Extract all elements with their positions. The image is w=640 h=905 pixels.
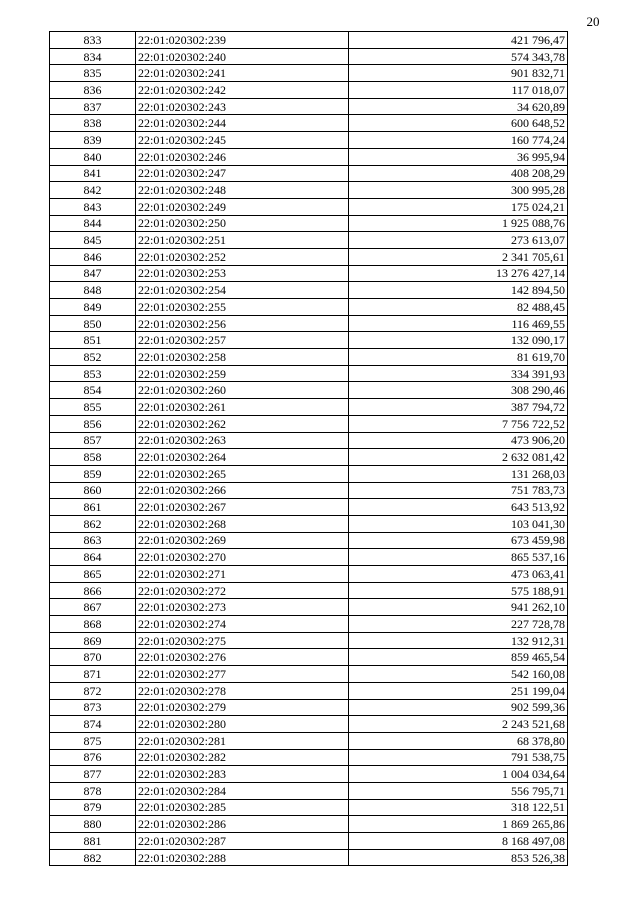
row-number-cell: 845 — [50, 232, 136, 249]
cadastral-value-cell: 68 378,80 — [349, 732, 568, 749]
row-number-cell: 853 — [50, 365, 136, 382]
cadastral-number-cell: 22:01:020302:256 — [136, 315, 349, 332]
table-row — [50, 482, 568, 499]
table-row — [50, 465, 568, 482]
cadastral-number-cell: 22:01:020302:244 — [136, 115, 349, 132]
cadastral-number-cell: 22:01:020302:246 — [136, 148, 349, 165]
table-row — [50, 649, 568, 666]
cadastral-number-cell: 22:01:020302:288 — [136, 849, 349, 866]
cadastral-value-cell: 421 796,47 — [349, 32, 568, 49]
table-row — [50, 399, 568, 416]
cadastral-value-cell: 251 199,04 — [349, 682, 568, 699]
row-number-cell: 851 — [50, 332, 136, 349]
table-row — [50, 749, 568, 766]
row-number-cell: 863 — [50, 532, 136, 549]
cadastral-number-cell: 22:01:020302:268 — [136, 515, 349, 532]
cadastral-number-cell: 22:01:020302:239 — [136, 32, 349, 49]
cadastral-number-cell: 22:01:020302:272 — [136, 582, 349, 599]
cadastral-value-cell: 334 391,93 — [349, 365, 568, 382]
row-number-cell: 855 — [50, 399, 136, 416]
cadastral-value-cell: 160 774,24 — [349, 132, 568, 149]
row-number-cell: 862 — [50, 515, 136, 532]
row-number-cell: 882 — [50, 849, 136, 866]
table-row — [50, 315, 568, 332]
cadastral-value-cell: 81 619,70 — [349, 349, 568, 366]
row-number-cell: 881 — [50, 833, 136, 850]
cadastral-value-cell: 902 599,36 — [349, 699, 568, 716]
row-number-cell: 870 — [50, 649, 136, 666]
table-row — [50, 599, 568, 616]
table-row — [50, 432, 568, 449]
row-number-cell: 879 — [50, 799, 136, 816]
table-row — [50, 566, 568, 583]
row-number-cell: 867 — [50, 599, 136, 616]
table-row — [50, 115, 568, 132]
table-row — [50, 682, 568, 699]
row-number-cell: 833 — [50, 32, 136, 49]
row-number-cell: 848 — [50, 282, 136, 299]
row-number-cell: 850 — [50, 315, 136, 332]
cadastral-number-cell: 22:01:020302:240 — [136, 48, 349, 65]
row-number-cell: 839 — [50, 132, 136, 149]
table-row — [50, 299, 568, 316]
cadastral-value-cell: 1 925 088,76 — [349, 215, 568, 232]
cadastral-number-cell: 22:01:020302:241 — [136, 65, 349, 82]
row-number-cell: 841 — [50, 165, 136, 182]
cadastral-value-cell: 273 613,07 — [349, 232, 568, 249]
cadastral-number-cell: 22:01:020302:249 — [136, 198, 349, 215]
row-number-cell: 875 — [50, 732, 136, 749]
cadastral-number-cell: 22:01:020302:250 — [136, 215, 349, 232]
row-number-cell: 861 — [50, 499, 136, 516]
cadastral-value-cell: 751 783,73 — [349, 482, 568, 499]
cadastral-number-cell: 22:01:020302:247 — [136, 165, 349, 182]
table-row — [50, 616, 568, 633]
cadastral-number-cell: 22:01:020302:284 — [136, 782, 349, 799]
row-number-cell: 872 — [50, 682, 136, 699]
row-number-cell: 844 — [50, 215, 136, 232]
cadastral-value-cell: 116 469,55 — [349, 315, 568, 332]
row-number-cell: 859 — [50, 465, 136, 482]
cadastral-number-cell: 22:01:020302:282 — [136, 749, 349, 766]
row-number-cell: 858 — [50, 449, 136, 466]
row-number-cell: 842 — [50, 182, 136, 199]
cadastral-number-cell: 22:01:020302:277 — [136, 666, 349, 683]
row-number-cell: 852 — [50, 349, 136, 366]
cadastral-value-cell: 227 728,78 — [349, 616, 568, 633]
cadastral-number-cell: 22:01:020302:269 — [136, 532, 349, 549]
cadastral-value-cell: 132 912,31 — [349, 632, 568, 649]
row-number-cell: 878 — [50, 782, 136, 799]
row-number-cell: 837 — [50, 98, 136, 115]
cadastral-number-cell: 22:01:020302:261 — [136, 399, 349, 416]
row-number-cell: 846 — [50, 248, 136, 265]
cadastral-value-cell: 575 188,91 — [349, 582, 568, 599]
row-number-cell: 836 — [50, 82, 136, 99]
table-row — [50, 282, 568, 299]
cadastral-value-cell: 2 341 705,61 — [349, 248, 568, 265]
table-row — [50, 766, 568, 783]
row-number-cell: 871 — [50, 666, 136, 683]
cadastral-number-cell: 22:01:020302:280 — [136, 716, 349, 733]
table-row — [50, 816, 568, 833]
table-row — [50, 349, 568, 366]
cadastral-number-cell: 22:01:020302:254 — [136, 282, 349, 299]
cadastral-number-cell: 22:01:020302:283 — [136, 766, 349, 783]
row-number-cell: 849 — [50, 299, 136, 316]
cadastral-value-cell: 643 513,92 — [349, 499, 568, 516]
cadastral-number-cell: 22:01:020302:262 — [136, 415, 349, 432]
cadastral-value-cell: 574 343,78 — [349, 48, 568, 65]
cadastral-number-cell: 22:01:020302:252 — [136, 248, 349, 265]
row-number-cell: 847 — [50, 265, 136, 282]
row-number-cell: 874 — [50, 716, 136, 733]
cadastral-number-cell: 22:01:020302:287 — [136, 833, 349, 850]
table-row — [50, 532, 568, 549]
row-number-cell: 835 — [50, 65, 136, 82]
cadastral-number-cell: 22:01:020302:243 — [136, 98, 349, 115]
table-row — [50, 165, 568, 182]
cadastral-number-cell: 22:01:020302:264 — [136, 449, 349, 466]
cadastral-value-cell: 941 262,10 — [349, 599, 568, 616]
table-body — [50, 32, 568, 866]
cadastral-number-cell: 22:01:020302:257 — [136, 332, 349, 349]
cadastral-value-cell: 473 906,20 — [349, 432, 568, 449]
cadastral-value-cell: 103 041,30 — [349, 515, 568, 532]
row-number-cell: 864 — [50, 549, 136, 566]
table-row — [50, 415, 568, 432]
row-number-cell: 868 — [50, 616, 136, 633]
cadastral-value-cell: 556 795,71 — [349, 782, 568, 799]
cadastral-number-cell: 22:01:020302:263 — [136, 432, 349, 449]
cadastral-value-cell: 673 459,98 — [349, 532, 568, 549]
table-row — [50, 198, 568, 215]
cadastral-value-cell: 8 168 497,08 — [349, 833, 568, 850]
cadastral-number-cell: 22:01:020302:278 — [136, 682, 349, 699]
cadastral-number-cell: 22:01:020302:251 — [136, 232, 349, 249]
cadastral-number-cell: 22:01:020302:260 — [136, 382, 349, 399]
table-row — [50, 215, 568, 232]
table-row — [50, 248, 568, 265]
table-row — [50, 365, 568, 382]
table-row — [50, 98, 568, 115]
table-row — [50, 82, 568, 99]
table-row — [50, 32, 568, 49]
cadastral-value-cell: 2 243 521,68 — [349, 716, 568, 733]
table-row — [50, 732, 568, 749]
cadastral-number-cell: 22:01:020302:273 — [136, 599, 349, 616]
cadastral-value-cell: 1 004 034,64 — [349, 766, 568, 783]
cadastral-value-cell: 387 794,72 — [349, 399, 568, 416]
cadastral-value-cell: 1 869 265,86 — [349, 816, 568, 833]
table-row — [50, 499, 568, 516]
row-number-cell: 857 — [50, 432, 136, 449]
row-number-cell: 843 — [50, 198, 136, 215]
row-number-cell: 854 — [50, 382, 136, 399]
table-row — [50, 799, 568, 816]
row-number-cell: 877 — [50, 766, 136, 783]
cadastral-number-cell: 22:01:020302:259 — [136, 365, 349, 382]
cadastral-number-cell: 22:01:020302:274 — [136, 616, 349, 633]
cadastral-value-cell: 542 160,08 — [349, 666, 568, 683]
cadastral-value-cell: 853 526,38 — [349, 849, 568, 866]
table-row — [50, 699, 568, 716]
page-number: 20 — [586, 14, 600, 29]
cadastral-number-cell: 22:01:020302:253 — [136, 265, 349, 282]
table-row — [50, 65, 568, 82]
cadastral-number-cell: 22:01:020302:245 — [136, 132, 349, 149]
table-row — [50, 232, 568, 249]
table-row — [50, 632, 568, 649]
cadastral-value-cell: 859 465,54 — [349, 649, 568, 666]
row-number-cell: 834 — [50, 48, 136, 65]
cadastral-number-cell: 22:01:020302:255 — [136, 299, 349, 316]
cadastral-number-cell: 22:01:020302:281 — [136, 732, 349, 749]
cadastral-value-cell: 473 063,41 — [349, 566, 568, 583]
table-row — [50, 182, 568, 199]
cadastral-value-cell: 901 832,71 — [349, 65, 568, 82]
cadastral-value-cell: 791 538,75 — [349, 749, 568, 766]
cadastral-value-cell: 7 756 722,52 — [349, 415, 568, 432]
cadastral-number-cell: 22:01:020302:270 — [136, 549, 349, 566]
row-number-cell: 840 — [50, 148, 136, 165]
row-number-cell: 880 — [50, 816, 136, 833]
table-row — [50, 666, 568, 683]
cadastral-value-cell: 13 276 427,14 — [349, 265, 568, 282]
table-row — [50, 265, 568, 282]
table-row — [50, 549, 568, 566]
table-row — [50, 132, 568, 149]
cadastral-number-cell: 22:01:020302:279 — [136, 699, 349, 716]
table-row — [50, 148, 568, 165]
cadastral-value-cell: 142 894,50 — [349, 282, 568, 299]
cadastral-value-cell: 318 122,51 — [349, 799, 568, 816]
row-number-cell: 860 — [50, 482, 136, 499]
table-row — [50, 849, 568, 866]
table-row — [50, 48, 568, 65]
cadastral-number-cell: 22:01:020302:275 — [136, 632, 349, 649]
cadastral-number-cell: 22:01:020302:267 — [136, 499, 349, 516]
table-row — [50, 833, 568, 850]
cadastral-value-cell: 131 268,03 — [349, 465, 568, 482]
cadastral-value-cell: 82 488,45 — [349, 299, 568, 316]
table-row — [50, 332, 568, 349]
row-number-cell: 876 — [50, 749, 136, 766]
cadastral-number-cell: 22:01:020302:286 — [136, 816, 349, 833]
table-row — [50, 449, 568, 466]
row-number-cell: 865 — [50, 566, 136, 583]
cadastral-number-cell: 22:01:020302:276 — [136, 649, 349, 666]
table-row — [50, 582, 568, 599]
row-number-cell: 856 — [50, 415, 136, 432]
row-number-cell: 873 — [50, 699, 136, 716]
table-row — [50, 382, 568, 399]
cadastral-value-table — [49, 31, 568, 866]
row-number-cell: 869 — [50, 632, 136, 649]
cadastral-value-cell: 865 537,16 — [349, 549, 568, 566]
cadastral-number-cell: 22:01:020302:271 — [136, 566, 349, 583]
table-row — [50, 716, 568, 733]
table-row — [50, 782, 568, 799]
row-number-cell: 866 — [50, 582, 136, 599]
cadastral-value-cell: 2 632 081,42 — [349, 449, 568, 466]
cadastral-value-cell: 600 648,52 — [349, 115, 568, 132]
cadastral-value-cell: 36 995,94 — [349, 148, 568, 165]
table-row — [50, 515, 568, 532]
cadastral-value-cell: 300 995,28 — [349, 182, 568, 199]
cadastral-value-cell: 132 090,17 — [349, 332, 568, 349]
cadastral-number-cell: 22:01:020302:265 — [136, 465, 349, 482]
cadastral-number-cell: 22:01:020302:285 — [136, 799, 349, 816]
cadastral-number-cell: 22:01:020302:242 — [136, 82, 349, 99]
cadastral-number-cell: 22:01:020302:258 — [136, 349, 349, 366]
cadastral-value-cell: 117 018,07 — [349, 82, 568, 99]
row-number-cell: 838 — [50, 115, 136, 132]
cadastral-value-cell: 175 024,21 — [349, 198, 568, 215]
cadastral-number-cell: 22:01:020302:248 — [136, 182, 349, 199]
cadastral-value-cell: 34 620,89 — [349, 98, 568, 115]
cadastral-value-cell: 408 208,29 — [349, 165, 568, 182]
cadastral-value-cell: 308 290,46 — [349, 382, 568, 399]
cadastral-number-cell: 22:01:020302:266 — [136, 482, 349, 499]
